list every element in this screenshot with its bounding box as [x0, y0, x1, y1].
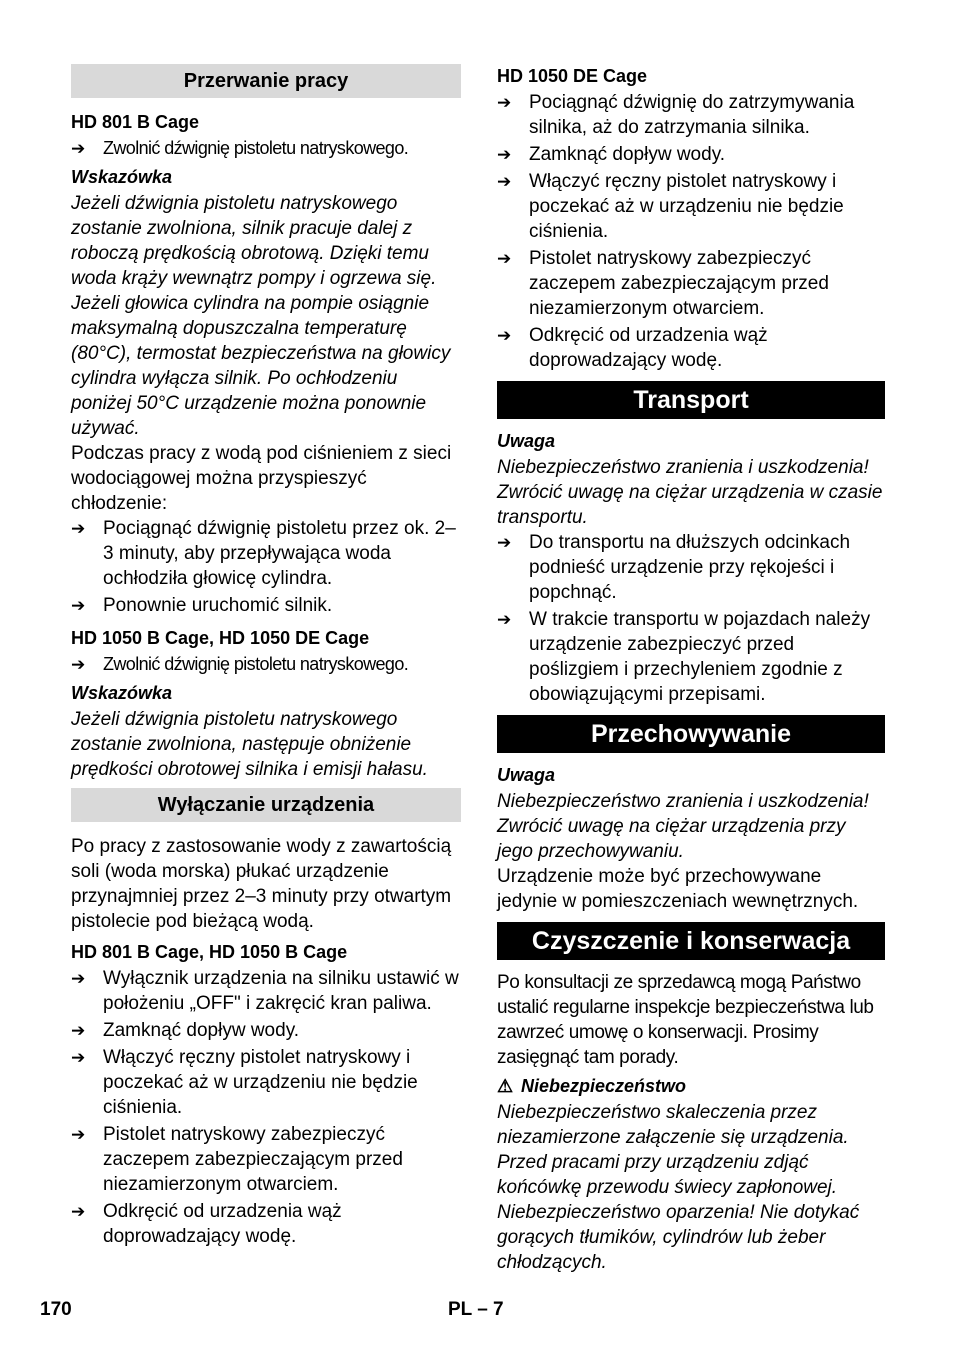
note-heading: Wskazówka: [71, 683, 173, 703]
list-item: ➔ Ponownie uruchomić silnik.: [71, 595, 333, 616]
note-heading: Uwaga: [497, 765, 556, 785]
note-text: Niebezpieczeństwo zranienia i uszkodzenia! Zwrócić uwagę na ciężar urządzenia przy jego przechowywaniu.: [497, 791, 869, 862]
list-item: ➔ Wyłącznik urządzenia na silniku ustawić w położeniu „OFF" i zakręcić kran paliwa.: [71, 968, 459, 1014]
section-title-czyszczenie: Czyszczenie i konserwacja: [497, 922, 885, 960]
note-text: Jeżeli dźwignia pistoletu natryskowego zostanie zwolniona, silnik pracuje dalej z roboczą prędkością obrotową. Dzięki temu woda krąży wewnątrz pompy i ogrzewa się. Jeżeli głowica cylindra na pompie osiągnie maksymalną dopuszczalna temperaturę (80°C), termostat bezpieczeństwa na głowicy cylindra wyłącza silnik. Po ochłodzeniu poniżej 50°C urządzenie można ponownie używać.: [71, 193, 451, 439]
arrow-right-icon: ➔: [71, 139, 86, 158]
note-text: Niebezpieczeństwo zranienia i uszkodzenia! Zwrócić uwagę na ciężar urządzenia w czasie transportu.: [497, 457, 883, 528]
list-item: ➔ Odkręcić od urzadzenia wąż doprowadzający wodę.: [71, 1201, 342, 1247]
arrow-right-icon: ➔: [71, 1021, 86, 1040]
subheading-hd1050de: HD 1050 DE Cage: [497, 66, 648, 86]
section-title-przerwanie-pracy: Przerwanie pracy: [71, 64, 461, 98]
paragraph: Po konsultacji ze sprzedawcą mogą Państwo ustalić regularne inspekcje bezpieczeństwa lub zawrzeć umowę o konserwacji. Prosimy zasięgnąć tam porady.: [497, 972, 874, 1068]
list-item: ➔ Pociągnąć dźwignię pistoletu przez ok. 2–3 minuty, aby przepływająca woda ochłodziła głowicę cylindra.: [71, 518, 456, 589]
note-heading: Wskazówka: [71, 167, 173, 187]
arrow-right-icon: ➔: [497, 93, 512, 112]
list-item: ➔ Zwolnić dźwignię pistoletu natryskowego.: [71, 652, 461, 677]
danger-heading-row: [497, 1074, 885, 1099]
warning-triangle-icon: ⚠: [497, 1076, 514, 1096]
arrow-right-icon: ➔: [497, 172, 512, 191]
note-heading: Uwaga: [497, 431, 556, 451]
subheading-hd801: HD 801 B Cage: [71, 112, 200, 132]
list-item: ➔ Włączyć ręczny pistolet natryskowy i poczekać aż w urządzeniu nie będzie ciśnienia.: [71, 1047, 418, 1118]
list-item: ➔ Pistolet natryskowy zabezpieczyć zaczepem zabezpieczającym przed niezamierzonym otwarciem.: [71, 1124, 403, 1195]
page-number: 170: [40, 1299, 72, 1320]
right-column: [497, 64, 885, 1275]
arrow-right-icon: ➔: [497, 610, 512, 629]
arrow-right-icon: ➔: [71, 655, 86, 674]
section-title-przechowywanie: Przechowywanie: [497, 715, 885, 753]
arrow-right-icon: ➔: [71, 1202, 86, 1221]
arrow-right-icon: ➔: [71, 1048, 86, 1067]
list-item: ➔ Odkręcić od urzadzenia wąż doprowadzający wodę.: [497, 325, 768, 371]
left-column: [71, 64, 461, 1251]
subheading-hd801-hd1050: HD 801 B Cage, HD 1050 B Cage: [71, 942, 348, 962]
section-title-transport: Transport: [497, 381, 885, 419]
list-item: ➔ Zamknąć dopływ wody.: [497, 144, 726, 165]
arrow-right-icon: ➔: [497, 533, 512, 552]
list-item: ➔ Pistolet natryskowy zabezpieczyć zaczepem zabezpieczającym przed niezamierzonym otwarciem.: [497, 248, 829, 319]
list-item: ➔ Pociągnąć dźwignię do zatrzymywania silnika, aż do zatrzymania silnika.: [497, 92, 855, 138]
arrow-right-icon: ➔: [71, 1125, 86, 1144]
danger-text: Niebezpieczeństwo skaleczenia przez niezamierzone załączenie się urządzenia. Przed pracami przy urządzeniu zdjąć końcówkę przewodu świecy zapłonowej. Niebezpieczeństwo oparzenia! Nie dotykać gorących tłumików, cylindrów lub żeber chłodzących.: [497, 1102, 860, 1273]
arrow-right-icon: ➔: [71, 519, 86, 538]
language-page: PL – 7: [448, 1299, 504, 1320]
arrow-right-icon: ➔: [497, 145, 512, 164]
list-item: ➔ Włączyć ręczny pistolet natryskowy i poczekać aż w urządzeniu nie będzie ciśnienia.: [497, 171, 844, 242]
list-item: ➔ Zamknąć dopływ wody.: [71, 1020, 300, 1041]
list-item: ➔ W trakcie transportu w pojazdach należy urządzenie zabezpieczyć przed poślizgiem i przechyleniem zgodnie z obowiązującymi przepisami.: [497, 609, 871, 705]
paragraph: Podczas pracy z wodą pod ciśnieniem z sieci wodociągowej można przyspieszyć chłodzenie:: [71, 443, 452, 514]
paragraph: Urządzenie może być przechowywane jedynie w pomieszczeniach wewnętrznych.: [497, 866, 859, 912]
danger-heading: Niebezpieczeństwo: [521, 1076, 687, 1096]
arrow-right-icon: ➔: [497, 326, 512, 345]
note-text: Jeżeli dźwignia pistoletu natryskowego zostanie zwolniona, następuje obniżenie prędkości obrotowej silnika i emisji hałasu.: [71, 709, 428, 780]
arrow-right-icon: ➔: [71, 596, 86, 615]
list-item: ➔ Zwolnić dźwignię pistoletu natryskowego.: [71, 136, 461, 161]
list-item: ➔ Do transportu na dłuższych odcinkach podnieść urządzenie przy rękojeści i popchnąć.: [497, 532, 851, 603]
paragraph: Po pracy z zastosowanie wody z zawartością soli (woda morska) płukać urządzenie przynajmniej przez 2–3 minuty przy otwartym pistolecie pod bieżącą wodą.: [71, 836, 452, 932]
section-title-wylaczanie: Wyłączanie urządzenia: [71, 788, 461, 822]
arrow-right-icon: ➔: [497, 249, 512, 268]
subheading-hd1050: HD 1050 B Cage, HD 1050 DE Cage: [71, 628, 370, 648]
arrow-right-icon: ➔: [71, 969, 86, 988]
